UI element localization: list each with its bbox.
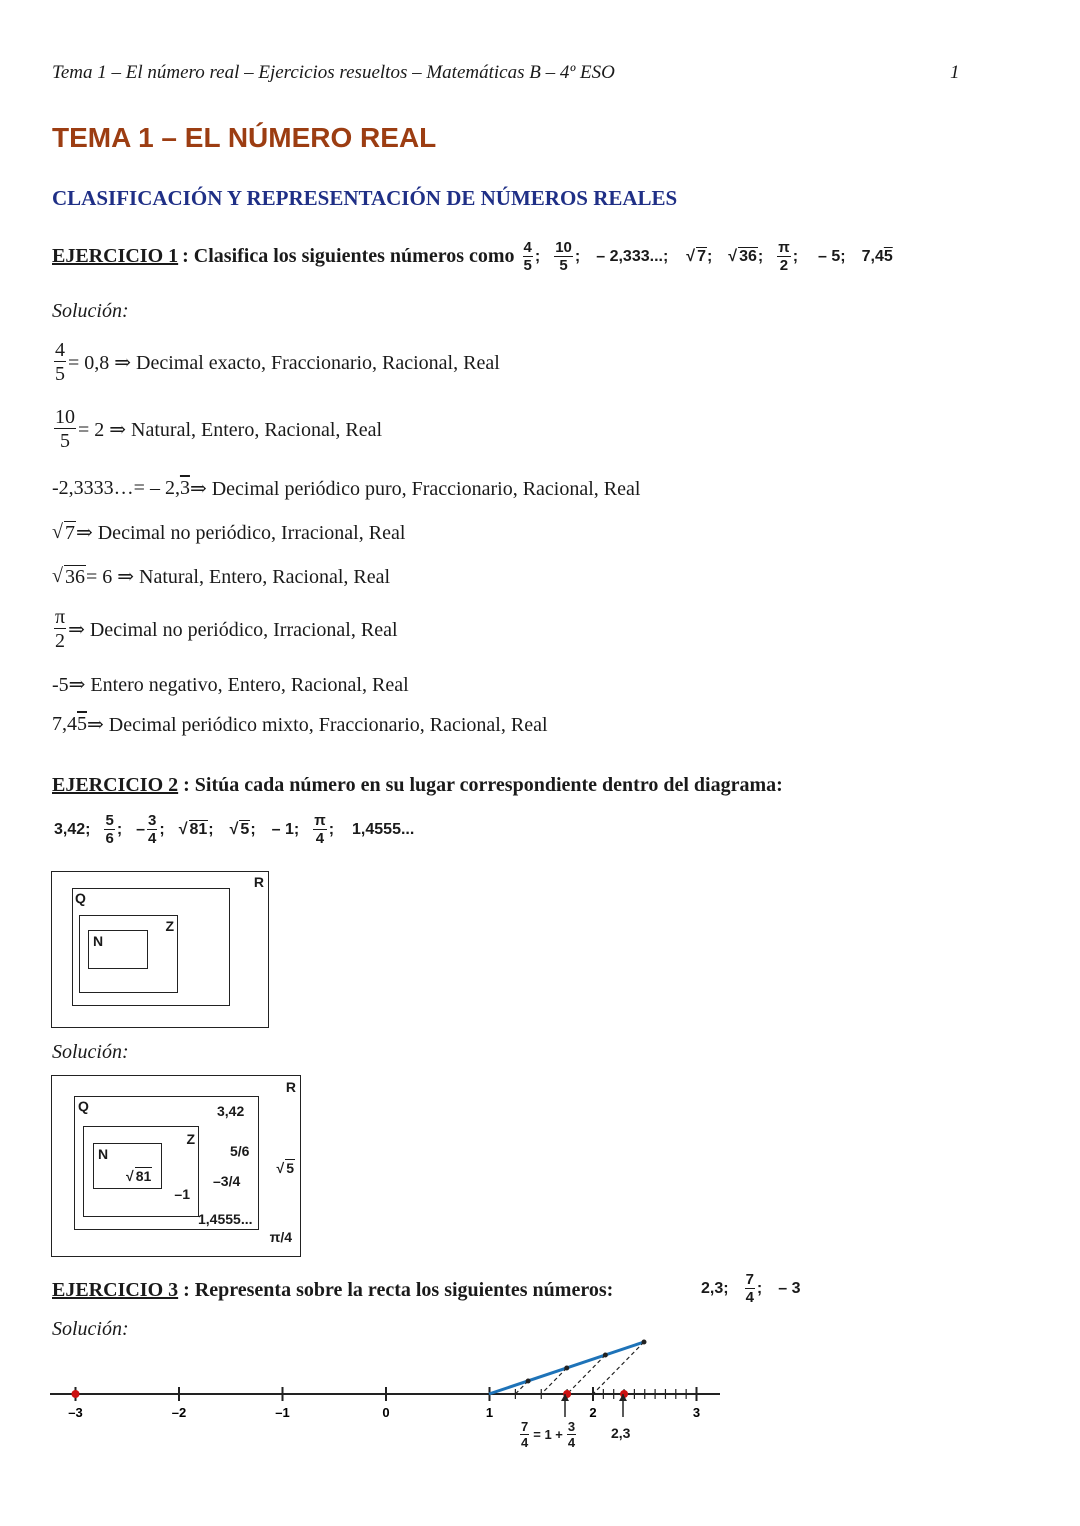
axis-tick-label: –2 — [171, 1405, 187, 1420]
ej1-number-7: – 5; — [818, 247, 846, 265]
ej1-solution-line-7: -5⇒ Entero negativo, Entero, Racional, Real — [52, 674, 409, 696]
sol-5-6: 5/6 — [230, 1143, 250, 1159]
sol-set-Z-label: Z — [186, 1131, 195, 1147]
construction-mark — [603, 1353, 608, 1358]
sol-set-N-label: N — [98, 1146, 109, 1162]
axis-tick-label: 2 — [589, 1405, 597, 1420]
marked-point — [72, 1390, 80, 1398]
sol-set-Z-box — [83, 1126, 199, 1217]
sol-set-R-label: R — [285, 1079, 296, 1095]
exercise-3-statement — [52, 1279, 613, 1302]
ej1-root-36: √ 36; — [728, 247, 764, 265]
axis-tick-label: 1 — [485, 1405, 494, 1420]
exercise-2-label: EJERCICIO 2 — [52, 774, 179, 796]
exercise-1-statement: EJERCICIO 1 : Clasifica los siguientes números como 4 5 ; 10 5 ; – 2,333...; √ 7; √ 36; π 2 ; – 5; 7,45 — [52, 239, 893, 274]
sol-minus-1: –1 — [174, 1186, 190, 1202]
ej1-root-7: √ 7; — [686, 247, 713, 265]
set-N-box — [88, 930, 148, 969]
sol-set-Q-box — [74, 1096, 259, 1230]
ej1-solution-line-3: -2,3333…= – 2, 3 ⇒ Decimal periódico puro, Fraccionario, Racional, Real — [52, 477, 641, 500]
ej3-solution-label: Solución: — [52, 1318, 129, 1340]
axis-tick-label: 0 — [382, 1405, 390, 1420]
sol-root-81: √ 81 — [126, 1168, 152, 1184]
ej1-number-3: – 2,333...; — [596, 247, 669, 265]
ej1-solution-line-5: √ 36 = 6 ⇒ Natural, Entero, Racional, Real — [52, 565, 391, 588]
construction-mark — [526, 1379, 531, 1384]
exercise-1-label: EJERCICIO 1 — [52, 245, 179, 267]
set-Q-box — [72, 888, 230, 1006]
ej1-solution-line-6: $\frac{\pi}{2}$ ⇒ Decimal no periódico, Irracional, Real — [55, 606, 398, 652]
sol-pi-over-4: π/4 — [269, 1229, 292, 1245]
exercise-3-text: : Representa sobre la recta los siguientes números: — [183, 1279, 614, 1301]
exercise-2-text: : Sitúa cada número en su lugar correspondiente dentro del diagrama: — [183, 774, 783, 796]
construction-mark — [642, 1340, 647, 1345]
exercise-1-text: : Clasifica los siguientes números como — [182, 245, 515, 267]
ej1-solution-line-8: 7,4 5 ⇒ Decimal periódico mixto, Fraccionario, Racional, Real — [52, 713, 548, 736]
ej1-fraction-1: 4 5 — [523, 239, 532, 274]
venn-diagram-solution — [51, 1075, 301, 1257]
ej1-number-8: 7,45 — [861, 247, 893, 265]
axis-tick-label: –1 — [275, 1405, 290, 1420]
set-Q-label: Q — [75, 890, 86, 906]
set-N-label: N — [93, 933, 104, 949]
page-number: 1 — [950, 62, 960, 83]
set-Z-box — [79, 915, 178, 993]
ej1-solution-label: Solución: — [52, 300, 129, 322]
sol-set-N-box — [93, 1143, 162, 1189]
sol-root-5: √ 5 — [276, 1160, 294, 1176]
venn-diagram-empty — [51, 871, 269, 1028]
label-2-3: 2,3 — [611, 1425, 631, 1441]
exercise-2-statement — [52, 774, 783, 797]
ej2-number-list: 3,42; 5 6 ; – 3 4 ; √ 81; √ 5; – 1; π 4 ; 1,4555... — [54, 812, 415, 847]
axis-tick-label: 3 — [692, 1405, 701, 1420]
page-header: Tema 1 – El número real – Ejercicios resueltos – Matemáticas B – 4º ESO — [52, 62, 615, 83]
page-title: TEMA 1 – EL NÚMERO REAL — [52, 122, 437, 153]
sol-minus-3-4: –3/4 — [213, 1173, 241, 1189]
ej3-number-list: 2,3; 7 4 ; – 3 — [701, 1271, 801, 1306]
sol-set-Q-label: Q — [78, 1098, 89, 1114]
sol-1-4555: 1,4555... — [198, 1211, 253, 1227]
set-R-label: R — [253, 874, 264, 890]
label-seven-fourths: $\frac{7}{4}$ = 1 + $\frac{3}{4}$ — [521, 1419, 576, 1450]
ej1-solution-line-1: $\frac{4}{5}$ = 0,8 ⇒ Decimal exacto, Fraccionario, Racional, Real — [55, 339, 500, 385]
section-title: CLASIFICACIÓN Y REPRESENTACIÓN DE NÚMEROS REALES — [52, 186, 678, 210]
sol-3-42: 3,42 — [217, 1103, 245, 1119]
ej1-solution-line-2: $\frac{10}{5}$ = 2 ⇒ Natural, Entero, Racional, Real — [55, 406, 383, 452]
exercise-3-label: EJERCICIO 3 — [52, 1279, 179, 1301]
set-Z-label: Z — [165, 918, 174, 934]
ej1-fraction-2: 10 5 — [555, 239, 572, 274]
axis-tick-label: –3 — [68, 1405, 83, 1420]
construction-mark — [564, 1366, 569, 1371]
ej1-solution-line-4: √ 7 ⇒ Decimal no periódico, Irracional, Real — [52, 521, 406, 544]
ej2-solution-label: Solución: — [52, 1041, 129, 1063]
ej1-fraction-pi: π 2 — [778, 239, 790, 274]
